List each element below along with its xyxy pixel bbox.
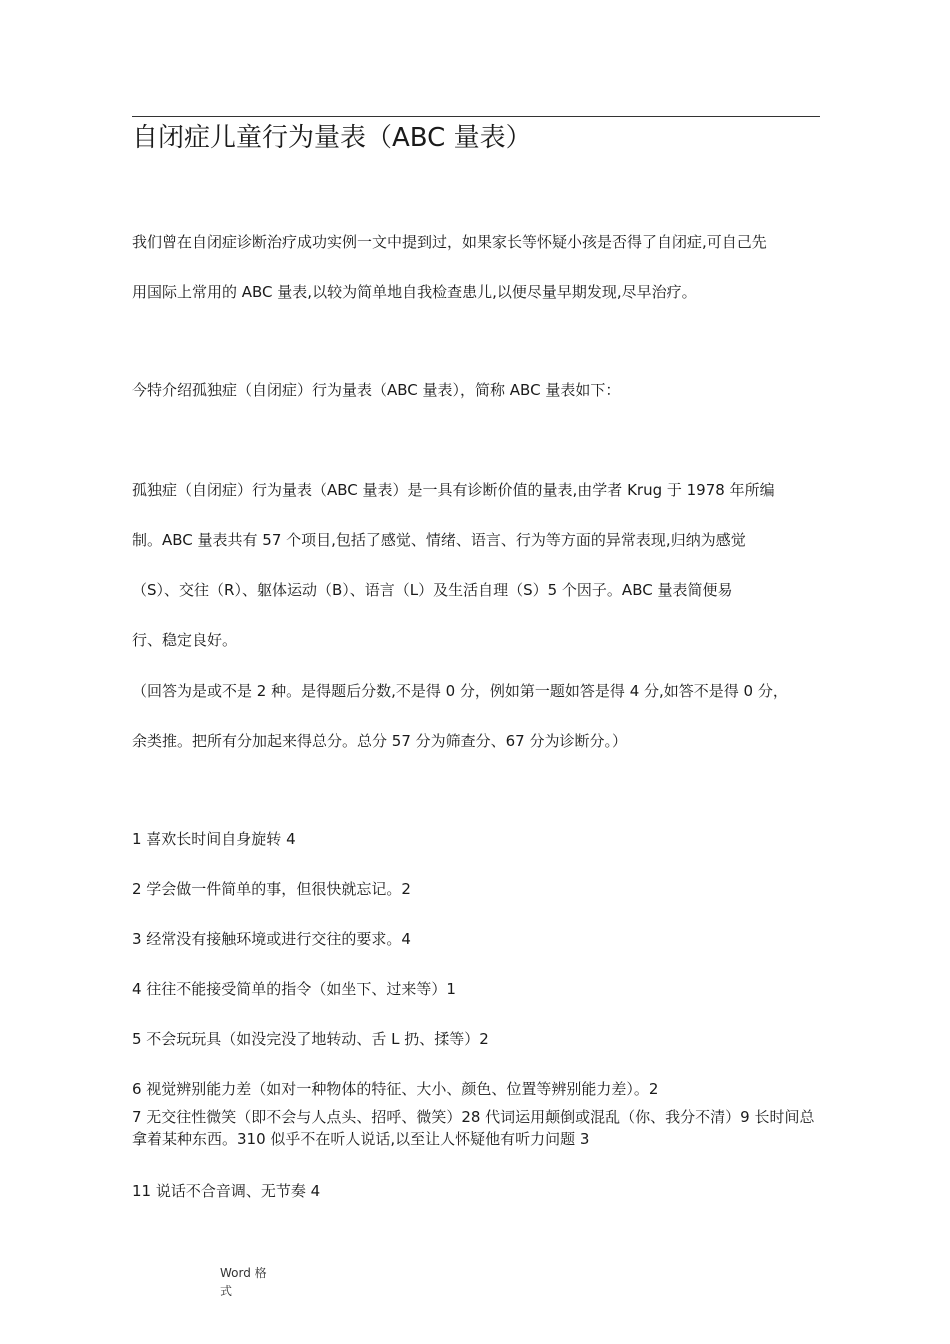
- scoring-note-line-2: 余类推。把所有分加起来得总分。总分 57 分为筛查分、67 分为诊断分。）: [132, 732, 627, 750]
- intro-paragraph-line-2: 用国际上常用的 ABC 量表,以较为简单地自我检查患儿,以便尽量早期发现,尽早治疗。: [132, 283, 697, 301]
- list-item: 7 无交往性微笑（即不会与人点头、招呼、微笑）28 代词运用颠倒或混乱（你、我分不清）9 长时间总拿着某种东西。310 似乎不在听人说话,以至让人怀疑他有听力问题 3: [132, 1108, 815, 1148]
- description-line-4: 行、稳定良好。: [132, 631, 238, 649]
- list-item: 5 不会玩玩具（如没完没了地转动、舌 L 扔、揉等）2: [132, 1030, 489, 1048]
- page-footer: [220, 1264, 280, 1300]
- footer-text-line-2: 式: [220, 1284, 233, 1298]
- list-item: 2 学会做一件简单的事，但很快就忘记。2: [132, 880, 411, 898]
- list-item: 11 说话不合音调、无节奏 4: [132, 1182, 321, 1200]
- scoring-note-line-1: （回答为是或不是 2 种。是得题后分数,不是得 0 分，例如第一题如答是得 4 分,如答不是得 0 分，: [132, 682, 788, 700]
- list-item: 4 往往不能接受简单的指令（如坐下、过来等）1: [132, 980, 456, 998]
- intro-paragraph-line-1: 我们曾在自闭症诊断治疗成功实例一文中提到过，如果家长等怀疑小孩是否得了自闭症,可自己先: [132, 233, 767, 251]
- footer-text-line-1: Word 格: [220, 1266, 267, 1280]
- list-item: 6 视觉辨别能力差（如对一种物体的特征、大小、颜色、位置等辨别能力差）。2: [132, 1080, 659, 1098]
- document-title: 自闭症儿童行为量表（ABC 量表）: [132, 123, 532, 153]
- list-item: 1 喜欢长时间自身旋转 4: [132, 830, 296, 848]
- intro-paragraph-2: 今特介绍孤独症（自闭症）行为量表（ABC 量表），简称 ABC 量表如下：: [132, 381, 621, 399]
- description-line-1: 孤独症（自闭症）行为量表（ABC 量表）是一具有诊断价值的量表,由学者 Krug 于 1978 年所编: [132, 481, 775, 499]
- header-rule: [132, 116, 820, 117]
- description-line-2: 制。ABC 量表共有 57 个项目,包括了感觉、情绪、语言、行为等方面的异常表现,归纳为感觉: [132, 531, 746, 549]
- list-item: 3 经常没有接触环境或进行交往的要求。4: [132, 930, 411, 948]
- description-line-3: （S）、交往（R）、躯体运动（B）、语言（L）及生活自理（S）5 个因子。ABC 量表简便易: [132, 581, 733, 599]
